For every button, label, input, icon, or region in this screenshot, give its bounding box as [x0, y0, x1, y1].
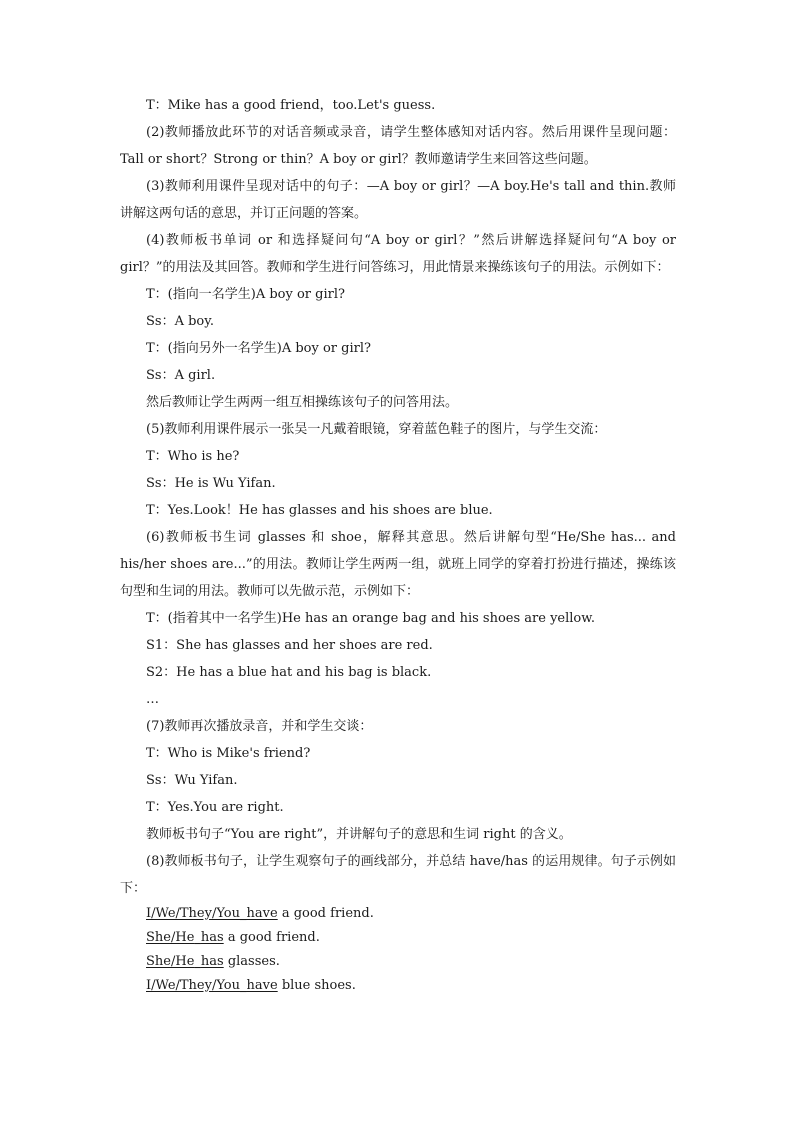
- lesson-content: [120, 92, 676, 998]
- step-7-paragraph: (7)教师再次播放录音，并和学生交谈：: [146, 719, 373, 734]
- example-rest: a good friend.: [223, 930, 320, 945]
- dialogue-line: S2：He has a blue hat and his bag is black.: [146, 665, 432, 680]
- ellipsis-line: …: [146, 692, 159, 707]
- step-2-paragraph: (2)教师播放此环节的对话音频或录音，请学生整体感知对话内容。然后用课件呈现问题：Tall or short？Strong or thin？A boy or girl？教师邀请学生来回答这些问题。: [120, 125, 676, 167]
- example-subject: She/He: [146, 930, 195, 945]
- example-subject: I/We/They/You: [146, 906, 241, 921]
- example-verb: _has: [194, 954, 224, 969]
- example-rest: blue shoes.: [277, 978, 356, 993]
- dialogue-line: Ss：A girl.: [146, 368, 216, 383]
- example-sentence: [120, 926, 676, 950]
- example-verb: _have: [240, 906, 278, 921]
- dialogue-line: Ss：Wu Yifan.: [146, 773, 238, 788]
- dialogue-line: S1：She has glasses and her shoes are red.: [146, 638, 433, 653]
- dialogue-line: T：Yes.You are right.: [146, 800, 284, 815]
- dialogue-line: Ss：He is Wu Yifan.: [146, 476, 276, 491]
- dialogue-line: T：Who is he?: [146, 449, 240, 464]
- example-sentence: [120, 950, 676, 974]
- dialogue-line: T：(指向一名学生)A boy or girl?: [146, 287, 345, 302]
- dialogue-line: Ss：A boy.: [146, 314, 214, 329]
- example-sentence: [120, 974, 676, 998]
- example-subject: I/We/They/You: [146, 978, 241, 993]
- practice-instruction: 然后教师让学生两两一组互相操练该句子的问答用法。: [146, 395, 459, 410]
- step-8-paragraph: (8)教师板书句子，让学生观察句子的画线部分，并总结 have/has 的运用规律。句子示例如下：: [120, 854, 676, 896]
- board-sentence-note: 教师板书句子“You are right”，并讲解句子的意思和生词 right 的含义。: [146, 827, 572, 842]
- dialogue-line: T：(指着其中一名学生)He has an orange bag and his shoes are yellow.: [146, 611, 595, 626]
- dialogue-line: T：Mike has a good friend，too.Let's guess.: [146, 98, 436, 113]
- dialogue-line: T：Yes.Look！He has glasses and his shoes are blue.: [146, 503, 493, 518]
- step-3-paragraph: (3)教师利用课件呈现对话中的句子：—A boy or girl？—A boy.He's tall and thin.教师讲解这两句话的意思，并订正问题的答案。: [120, 179, 676, 221]
- dialogue-line: T：(指向另外一名学生)A boy or girl?: [146, 341, 371, 356]
- example-verb: _has: [194, 930, 224, 945]
- step-5-paragraph: (5)教师利用课件展示一张吴一凡戴着眼镜，穿着蓝色鞋子的图片，与学生交流：: [146, 422, 607, 437]
- example-verb: _have: [240, 978, 278, 993]
- step-6-paragraph: (6)教师板书生词 glasses 和 shoe，解释其意思。然后讲解句型“He/She has... and his/her shoes are...”的用法。教师让学生两两一组，就班上同学的穿着打扮进行描述，操练该句型和生词的用法。教师可以先做示范，示例如下：: [120, 530, 676, 599]
- example-rest: glasses.: [223, 954, 280, 969]
- example-rest: a good friend.: [277, 906, 374, 921]
- step-4-paragraph: (4)教师板书单词 or 和选择疑问句“A boy or girl？”然后讲解选择疑问句“A boy or girl？”的用法及其回答。教师和学生进行问答练习，用此情景来操练该句子的用法。示例如下：: [120, 233, 676, 275]
- example-sentence: [120, 902, 676, 926]
- dialogue-line: T：Who is Mike's friend?: [146, 746, 311, 761]
- example-subject: She/He: [146, 954, 195, 969]
